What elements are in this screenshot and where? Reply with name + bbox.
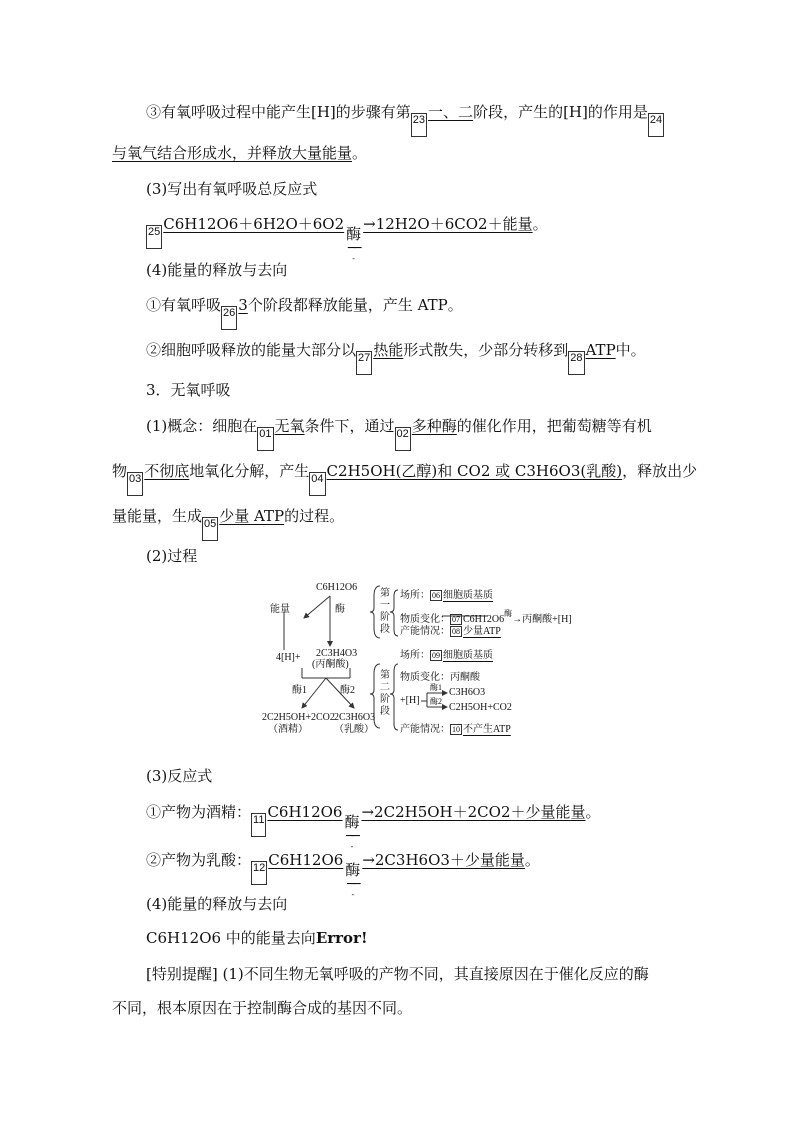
subheading-process: (2)过程 [146, 547, 198, 565]
enzyme2-label: 酶2 [340, 685, 355, 696]
answer-text: 无氧 [274, 417, 305, 435]
answer-text: 细胞质基质 [443, 650, 493, 661]
answer-text: 不彻底 [144, 462, 190, 480]
stage2-char-2: 二 [380, 682, 390, 693]
answer-text: 一、二 [428, 103, 474, 121]
answer-text: 多种酶 [411, 417, 457, 435]
equation-rhs: →12H2O＋6CO2＋能量 [363, 215, 533, 233]
brace-right-1 [390, 590, 398, 636]
answer-text: 不产生ATP [463, 724, 511, 735]
text: 的过程。 [284, 507, 345, 525]
text-line-05 [112, 504, 344, 541]
alcohol-product: 2C2H5OH+2CO2 [262, 712, 335, 723]
subheading-4: (4)能量的释放与去向 [146, 261, 288, 279]
answer-text: C2H5OH(乙醇)和 CO2 或 C3H6O3(乳酸) [326, 462, 623, 480]
formula: C6H12O6 [463, 614, 505, 625]
answer-text: 热能 [373, 341, 404, 359]
text-line-energy-fate [146, 926, 368, 950]
answer-box-23: 23 [411, 113, 427, 137]
arrow-bar: ── [347, 241, 360, 256]
error-text: Error! [315, 929, 368, 947]
text: 阶段，产生的[H]的作用是 [473, 103, 648, 121]
text: 。 [532, 215, 548, 233]
arrow-bar: ── [346, 877, 359, 892]
s2-product2: C2H5OH+CO2 [449, 702, 512, 713]
brace-right-2 [390, 664, 398, 730]
text: 量能量，生成 [112, 507, 203, 525]
answer-text: 与氧气结合形成水，并释放大量能量 [112, 144, 353, 162]
equation-lhs: C6H12O6 [267, 803, 343, 821]
glucose-label: C6H12O6 [316, 582, 358, 593]
pyruvate-label: 2C3H4O3 [316, 648, 358, 659]
answer-box-11: 11 [251, 813, 266, 837]
text: 个阶段都释放能量，产生 ATP。 [247, 296, 463, 314]
section-heading: 3．无氧呼吸 [146, 381, 231, 399]
text: 条件下，通过 [304, 417, 395, 435]
stage2-char-3: 阶 [380, 694, 390, 705]
s2-enzyme2: 酶2 [430, 697, 442, 706]
dash: - [352, 254, 355, 263]
text-line-27 [146, 338, 646, 375]
subheading-3: (3)写出有氧呼吸总反应式 [146, 180, 318, 198]
enzyme-label: 酶 [504, 609, 513, 618]
brace-left-1 [370, 586, 380, 638]
h-label: 4[H]+ [276, 652, 301, 663]
label: 场所： [400, 590, 430, 601]
answer-box-04: 04 [309, 472, 325, 496]
equation-rhs: →2C3H6O3＋少量能量 [362, 851, 525, 869]
text: ②产物为乳酸： [146, 851, 252, 869]
text-line-26 [146, 293, 463, 330]
enzyme-label: 酶 [344, 813, 360, 831]
stage1-char-1: 第 [380, 588, 390, 599]
answer-box-01: 01 [257, 427, 273, 451]
product: 丙酮酸+[H] [522, 614, 572, 625]
text: 中。 [615, 341, 646, 359]
text: ①产物为酒精： [146, 803, 252, 821]
enzyme-arrow [345, 863, 360, 899]
answer-box-10: 10 [452, 725, 460, 734]
s1-material: 物质变化： 07 $C6H12O6^酶\to$丙酮酸+[H] [400, 609, 572, 625]
arrow-bar: ── [346, 829, 358, 844]
answer-box-27: 27 [356, 351, 372, 375]
answer-box-09: 09 [432, 651, 440, 660]
answer-text: 少量ATP [463, 626, 501, 637]
equation-line-25 [146, 212, 548, 263]
s1-location [400, 590, 493, 602]
equation-lhs: C6H12O6 [268, 851, 344, 869]
answer-text: 少量 ATP [219, 507, 285, 525]
subheading-reaction: (3)反应式 [146, 767, 213, 785]
answer-box-08: 08 [452, 627, 460, 636]
text: 形式散失，少部分转移到 [403, 341, 569, 359]
energy-label: 能量 [270, 604, 290, 615]
answer-text: 3 [238, 296, 248, 314]
arrow-to-energy [304, 596, 330, 618]
dash: - [350, 842, 354, 851]
label: 产能情况： [400, 724, 450, 735]
text: 地氧化分解，产生 [189, 462, 310, 480]
answer-box-28: 28 [568, 351, 584, 375]
text-line-01 [146, 414, 652, 451]
enzyme1-label: 酶1 [292, 685, 307, 696]
pyruvate-name: (丙酮酸) [312, 659, 349, 670]
stage2-char-4: 段 [380, 706, 390, 717]
enzyme-label: 酶 [335, 604, 345, 615]
special-note-line-1: [特别提醒] (1)不同生物无氧呼吸的产物不同，其直接原因在于催化反应的酶 [146, 965, 649, 983]
lactate-product: 2C3H6O3 [334, 712, 376, 723]
equation-lhs: C6H12O6＋6H2O＋6O2 [163, 215, 345, 233]
answer-box-25: 25 [146, 225, 162, 249]
answer-box-26: 26 [221, 306, 237, 330]
text: ，释放出少 [622, 462, 698, 480]
anaerobic-respiration-diagram [262, 582, 572, 742]
text: (1)概念：细胞在 [146, 417, 258, 435]
label: 产能情况： [400, 626, 450, 637]
answer-box-06: 06 [432, 591, 440, 600]
s2-energy [400, 724, 511, 736]
equation-line-11 [146, 800, 601, 851]
answer-box-03: 03 [127, 472, 143, 496]
s2-location [400, 650, 493, 662]
stage1-char-4: 段 [380, 624, 390, 635]
text-line-2 [112, 141, 367, 165]
s2-h: +[H] [400, 695, 420, 706]
text: 。 [524, 851, 540, 869]
text: 物 [112, 462, 128, 480]
answer-box-07: 07 [452, 615, 460, 624]
enzyme-arrow [344, 815, 359, 851]
s2-enzyme1: 酶1 [430, 683, 442, 692]
text: 的催化作用，把葡萄糖等有机 [456, 417, 652, 435]
answer-text: ATP [585, 341, 616, 359]
enzyme-arrow [346, 227, 361, 263]
enzyme-label: 酶 [345, 861, 361, 879]
answer-box-24: 24 [648, 113, 664, 137]
special-note-line-2: 不同，根本原因在于控制酶合成的基因不同。 [112, 999, 413, 1017]
alcohol-name: （酒精） [268, 724, 308, 735]
s2-product1: C3H6O3 [449, 687, 486, 698]
enzyme-label: 酶 [346, 225, 362, 243]
subheading-energy: (4)能量的释放与去向 [146, 895, 288, 913]
text-line-1 [146, 100, 665, 137]
label: 场所： [400, 650, 430, 661]
text: ①有氧呼吸 [146, 296, 222, 314]
answer-box-12: 12 [251, 861, 267, 885]
answer-box-02: 02 [395, 427, 411, 451]
text: ②细胞呼吸释放的能量大部分以 [146, 341, 357, 359]
text-line-03 [112, 459, 697, 496]
text: ③有氧呼吸过程中能产生[H]的步骤有第 [146, 103, 411, 121]
label: 物质变化： [400, 614, 450, 625]
s1-energy [400, 626, 501, 638]
answer-text: 细胞质基质 [443, 590, 493, 601]
text: 。 [352, 144, 368, 162]
text: C6H12O6 中的能量去向 [146, 929, 316, 947]
stage1-char-2: 一 [380, 600, 390, 611]
text: 。 [585, 803, 601, 821]
equation-rhs: →2C2H5OH＋2CO2＋少量能量 [361, 803, 586, 821]
stage1-char-3: 阶 [380, 612, 390, 623]
answer-box-05: 05 [202, 517, 218, 541]
lactate-name: （乳酸） [334, 724, 374, 735]
stage2-char-1: 第 [380, 670, 390, 681]
dash: - [351, 890, 355, 899]
s2-material-label: 物质变化：丙酮酸 [400, 672, 480, 683]
